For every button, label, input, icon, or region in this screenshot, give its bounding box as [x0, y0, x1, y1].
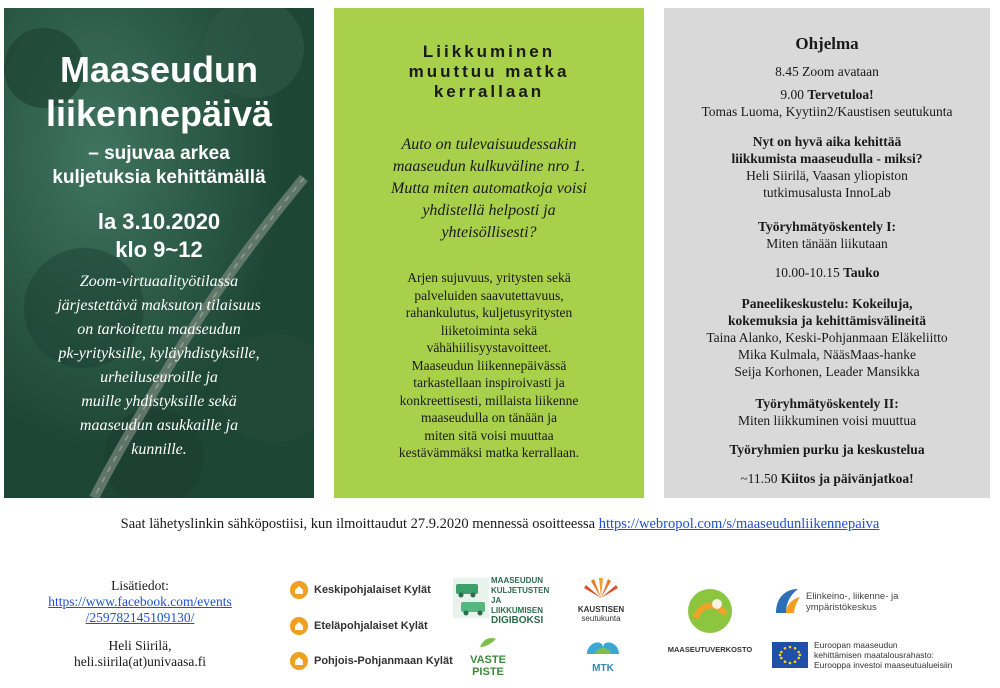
village-icon: [290, 617, 308, 635]
theme-panel: [334, 8, 644, 498]
program-discussion: Työryhmien purku ja keskustelua: [729, 442, 925, 457]
event-subtitle: – sujuvaa arkea kuljetuksia kehittämällä: [52, 143, 266, 188]
network-icon: [687, 588, 733, 634]
facebook-event-link[interactable]: https://www.facebook.com/events /259782145109130/: [48, 594, 232, 625]
eu-flag-icon: [772, 642, 808, 668]
event-date: la 3.10.2020: [97, 209, 221, 234]
program-panel: [664, 8, 990, 498]
program-zoom-open: 8.45 Zoom avataan: [775, 64, 879, 79]
vehicles-icon: [453, 578, 489, 618]
registration-line: [0, 516, 1000, 533]
contact-email: heli.siirila(at)univaasa.fi: [74, 654, 206, 669]
leaf-icon: [478, 637, 498, 649]
contact-person: Heli Siirilä,: [108, 638, 172, 653]
sunburst-icon: [581, 574, 621, 600]
logo-maaseutuverkosto: MAASEUTUVERKOSTO: [660, 588, 760, 658]
program-panel-discussion: Paneelikeskustelu: Kokeiluja, kokemuksia ja kehittämisvälineitä Taina Alanko, Keski-Pohjanmaan Eläkeliitto Mika Kulmala, NääsMaas-hanke Seija Korhonen, Leader Mansikka: [706, 296, 948, 379]
event-hero-panel: [4, 8, 314, 498]
village-icon: [290, 652, 308, 670]
program-keynote: Nyt on hyvä aika kehittää liikkumista maaseudulla - miksi? Heli Siirilä, Vaasan yliopiston tutkimusalusta InnoLab: [731, 134, 923, 200]
contact-info: [20, 578, 260, 670]
program-workshop-1: Työryhmätyöskentely I: Miten tänään liikutaan: [757, 219, 897, 251]
logo-etelapohjalaiset-kylat: Eteläpohjalaiset Kylät: [290, 617, 428, 635]
village-icon: [290, 581, 308, 599]
mtk-icon: [583, 636, 623, 658]
event-time: klo 9~12: [115, 237, 203, 262]
program-closing: ~11.50 Kiitos ja päivänjatkoa!: [740, 471, 914, 486]
program-welcome: 9.00 Tervetuloa! Tomas Luoma, Kyytiin2/Kaustisen seutukunta: [701, 87, 953, 119]
contact-label: Lisätiedot:: [111, 578, 169, 593]
logo-pohjois-pohjanmaan-kylat: Pohjois-Pohjanmaan Kylät: [290, 652, 453, 670]
theme-body: Arjen sujuvuus, yritysten sekä palveluiden saavutettavuus, rahankulutus, kuljetusyritysten liiketoiminta sekä vähähiilisyystavoitteet. Maaseudun liikennepäivässä tarkastellaan inspiroivasti ja konkreettisesti, millaista liikenne maaseudulla on tänään ja miten sitä voisi muuttaa kestävämmäksi matka kerrallaan.: [398, 270, 580, 460]
theme-title: Liikkuminen muuttuu matka kerrallaan: [408, 42, 570, 101]
program-workshop-2: Työryhmätyöskentely II: Miten liikkuminen voisi muuttua: [737, 396, 917, 428]
event-title: Maaseudun liikennepäivä: [45, 49, 273, 134]
theme-question: Auto on tulevaisuudessakin maaseudun kulkuväline nro 1. Mutta miten automatkoja voisi yhdistellä helposti ja yhteisöllisesti?: [391, 136, 587, 241]
program-heading: Ohjelma: [795, 34, 859, 53]
logo-eu-maaseuturahasto: Euroopan maaseudun kehittämisen maatalousrahasto: Eurooppa investoi maaseutualueisiin: [772, 640, 982, 674]
logo-kaustisen-seutukunta: KAUSTISEN seutukunta: [572, 574, 630, 624]
logo-ely-keskus: Elinkeino-, liikenne- ja ympäristökeskus: [772, 585, 972, 621]
ely-icon: [772, 585, 802, 617]
event-date-time: [4, 208, 314, 264]
logo-vaste-piste: VASTE PISTE: [458, 636, 518, 676]
program-break: 10.00-10.15 Tauko: [774, 265, 880, 280]
logo-keskipohjalaiset-kylat: Keskipohjalaiset Kylät: [290, 581, 431, 599]
registration-link[interactable]: https://webropol.com/s/maaseudunliikennepaiva: [598, 516, 880, 532]
event-description: Zoom-virtuaalityötilassa järjestettävä maksuton tilaisuus on tarkoitettu maaseudun pk-yrityksille, kyläyhdistyksille, urheiluseuroille ja muille yhdistyksille sekä maaseudun asukkaille ja kunnille.: [57, 273, 261, 458]
registration-text: Saat lähetyslinkin sähköpostiisi, kun ilmoittaudut 27.9.2020 mennessä osoitteessa: [120, 516, 599, 532]
logo-digiboksi: MAASEUDUN KULJETUSTEN JA LIIKKUMISEN DIGIBOKSI: [453, 576, 548, 622]
logo-mtk: MTK: [578, 636, 628, 676]
